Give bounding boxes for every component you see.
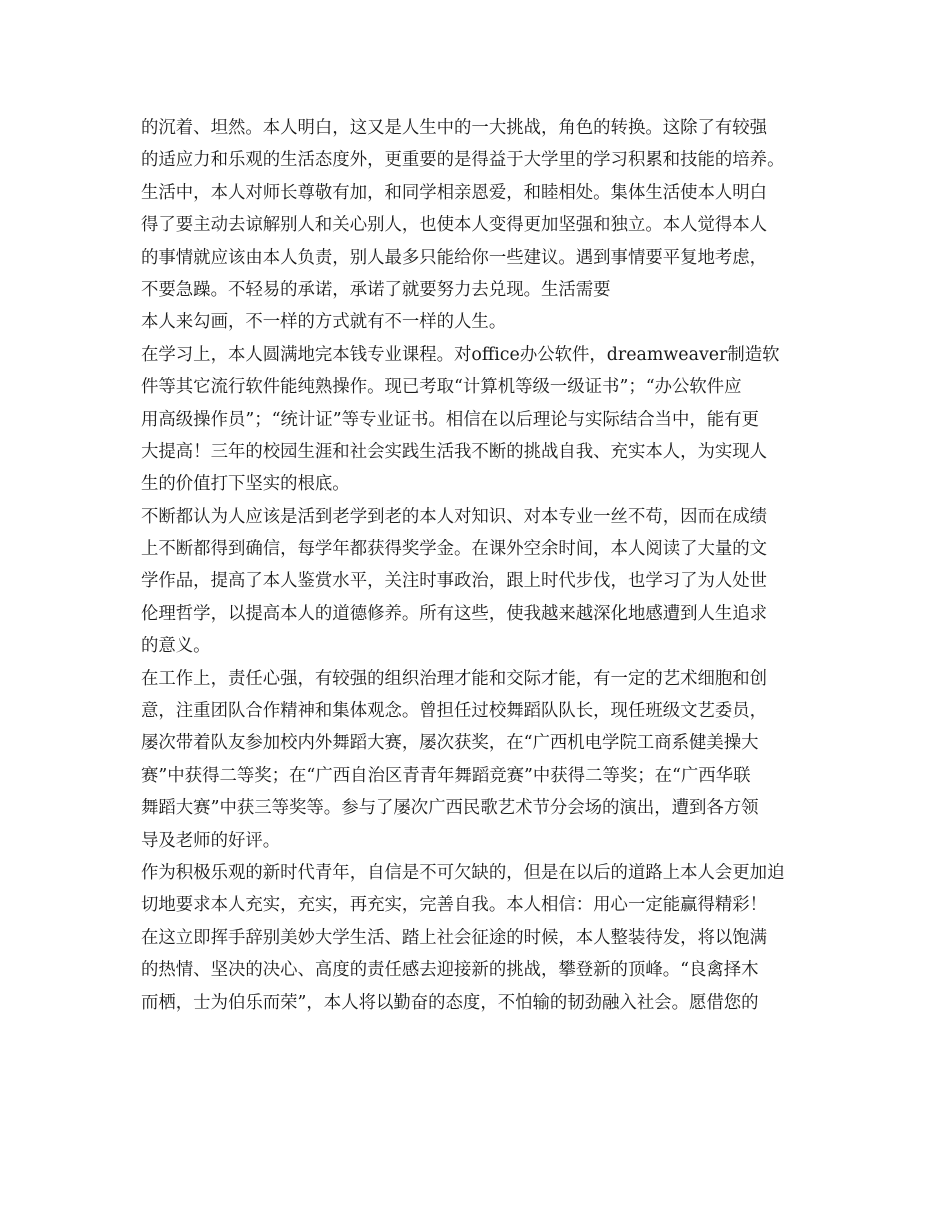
text-line: 赛”中获得二等奖；在“广西自治区青青年舞蹈竞赛”中获得二等奖；在“广西华联 bbox=[141, 765, 751, 786]
text-line: 意，注重团队合作精神和集体观念。曾担任过校舞蹈队队长，现任班级文艺委员， bbox=[141, 701, 768, 722]
text-line: 的适应力和乐观的生活态度外，更重要的是得益于大学里的学习积累和技能的培养。 bbox=[141, 150, 785, 171]
text-line: 生的价值打下坚实的根底。 bbox=[141, 474, 350, 495]
text-line: 的沉着、坦然。本人明白，这又是人生中的一大挑战，角色的转换。这除了有较强 bbox=[141, 118, 768, 138]
text-line: 作为积极乐观的新时代青年，自信是不可欠缺的，但是在以后的道路上本人会更加迫 bbox=[141, 862, 785, 883]
text-line: 而栖，士为伯乐而荣”，本人将以勤奋的态度，不怕输的韧劲融入社会。愿借您的 bbox=[141, 992, 759, 1013]
text-line: 在这立即挥手辞别美妙大学生活、踏上社会征途的时候，本人整装待发，将以饱满 bbox=[141, 927, 768, 948]
text-line: 在工作上，责任心强，有较强的组织治理才能和交际才能，有一定的艺术细胞和创 bbox=[141, 668, 768, 689]
text-line: 的事情就应该由本人负责，别人最多只能给你一些建议。遇到事情要平复地考虑， bbox=[141, 247, 768, 268]
text-line: 伦理哲学，以提高本人的道德修养。所有这些，使我越来越深化地感遭到人生追求 bbox=[141, 603, 768, 624]
text-line: 上不断都得到确信，每学年都获得奖学金。在课外空余时间，本人阅读了大量的文 bbox=[141, 539, 768, 560]
text-line: 屡次带着队友参加校内外舞蹈大赛，屡次获奖，在“广西机电学院工商系健美操大 bbox=[141, 733, 759, 754]
text-line: 在学习上，本人圆满地完本钱专业课程。对office办公软件，dreamweaver制造软 bbox=[141, 344, 780, 365]
text-line: 学作品，提高了本人鉴赏水平，关注时事政治，跟上时代步伐，也学习了为人处世 bbox=[141, 571, 768, 592]
text-line: 切地要求本人充实，充实，再充实，完善自我。本人相信：用心一定能赢得精彩！ bbox=[141, 895, 768, 916]
text-line: 生活中，本人对师长尊敬有加，和同学相亲恩爱，和睦相处。集体生活使本人明白 bbox=[141, 182, 768, 203]
text-line: 件等其它流行软件能纯熟操作。现已考取“计算机等级一级证书”；“办公软件应 bbox=[141, 377, 742, 398]
body-text bbox=[141, 112, 821, 1019]
text-line: 的热情、坚决的决心、高度的责任感去迎接新的挑战，攀登新的顶峰。“良禽择木 bbox=[141, 960, 759, 981]
text-line: 大提高！三年的校园生涯和社会实践生活我不断的挑战自我、充实本人，为实现人 bbox=[141, 441, 768, 462]
text-line: 不要急躁。不轻易的承诺，承诺了就要努力去兑现。生活需要 bbox=[141, 279, 611, 300]
text-line: 本人来勾画，不一样的方式就有不一样的人生。 bbox=[141, 312, 507, 333]
text-line: 得了要主动去谅解别人和关心别人，也使本人变得更加坚强和独立。本人觉得本人 bbox=[141, 215, 768, 236]
text-line: 不断都认为人应该是活到老学到老的本人对知识、对本专业一丝不苟，因而在成绩 bbox=[141, 506, 768, 527]
text-line: 舞蹈大赛”中获三等奖等。参与了屡次广西民歌艺术节分会场的演出，遭到各方领 bbox=[141, 798, 759, 819]
text-line: 导及老师的好评。 bbox=[141, 830, 281, 851]
text-line: 用高级操作员”；“统计证”等专业证书。相信在以后理论与实际结合当中，能有更 bbox=[141, 409, 759, 430]
text-line: 的意义。 bbox=[141, 636, 211, 657]
